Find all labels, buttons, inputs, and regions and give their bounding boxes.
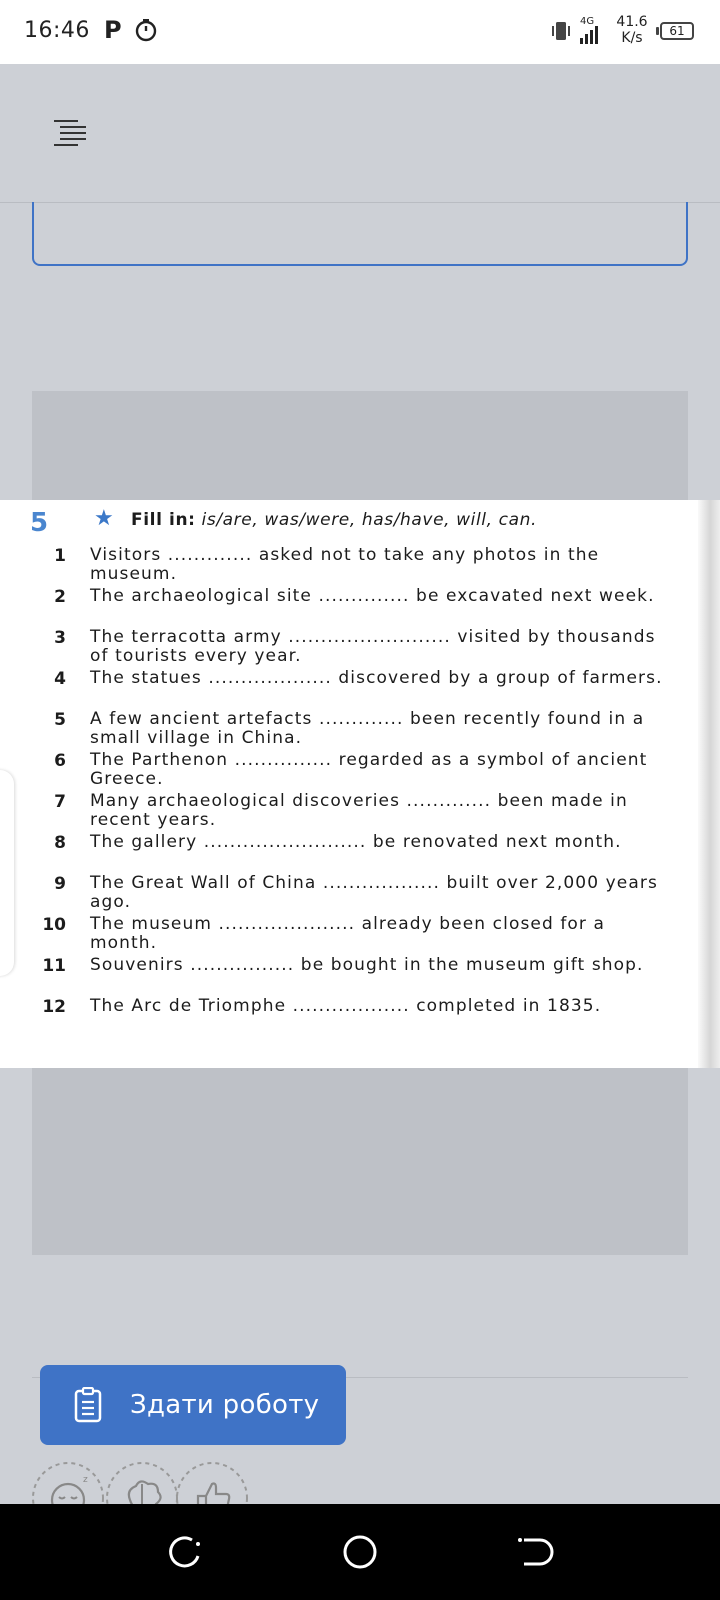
app-header [0, 64, 720, 203]
star-icon: ★ [94, 506, 114, 531]
home-icon[interactable] [340, 1532, 380, 1572]
network-speed [612, 14, 652, 46]
exercise-item-text: Many archaeological discoveries ............. been made in recent years. [90, 791, 628, 830]
submit-work-label: Здати роботу [130, 1390, 320, 1420]
exercise-item-text: The museum ..................... already been closed for a month. [90, 914, 606, 953]
exercise-item [0, 954, 700, 995]
p-notification-icon: P [104, 16, 122, 44]
exercise-item-number: 12 [42, 997, 66, 1017]
exercise-item-number: 8 [54, 833, 66, 853]
instructions-label: Fill in: [131, 510, 196, 530]
exercise-item-number: 1 [54, 546, 66, 566]
exercise-item-text: The Great Wall of China .................. built over 2,000 years ago. [90, 873, 658, 912]
4g-signal-icon [578, 14, 604, 46]
exercise-item [0, 790, 700, 831]
exercise-item-text: The archaeological site .............. be excavated next week. [90, 586, 655, 606]
exercise-item [0, 913, 700, 954]
status-bar [0, 0, 720, 64]
exercise-item-text: Visitors ............. asked not to take any photos in the museum. [90, 545, 600, 584]
svg-text:z: z [83, 1475, 88, 1485]
exercise-item [0, 667, 700, 708]
exercise-image [0, 500, 720, 1068]
exercise-item-text: The terracotta army ......................... visited by thousands of tourists every year. [90, 627, 656, 666]
exercise-item-number: 10 [42, 915, 66, 935]
exercise-item-number: 11 [42, 956, 66, 976]
exercise-item [0, 544, 700, 585]
exercise-item [0, 995, 700, 1036]
previous-card [32, 202, 688, 266]
exercise-item [0, 831, 700, 872]
clock: 16:46 [24, 18, 90, 43]
vibrate-icon [550, 20, 572, 42]
exercise-item-number: 9 [54, 874, 66, 894]
menu-lines-icon[interactable] [52, 118, 88, 150]
exercise-item-text: Souvenirs ................ be bought in the museum gift shop. [90, 955, 644, 975]
clipboard-icon [74, 1387, 102, 1423]
back-icon[interactable] [514, 1532, 554, 1572]
instructions-options: is/are, was/were, has/have, will, can. [195, 510, 537, 530]
brain-icon[interactable] [104, 1460, 180, 1504]
exercise-item [0, 626, 700, 667]
thumbs-up-icon[interactable] [174, 1460, 250, 1504]
exercise-instructions [131, 510, 537, 530]
exercise-item-text: The statues ................... discovered by a group of farmers. [90, 668, 663, 688]
exercise-item-number: 2 [54, 587, 66, 607]
stopwatch-icon [134, 18, 158, 42]
exercise-items [0, 544, 700, 1036]
svg-text:4G: 4G [580, 16, 595, 27]
exercise-item [0, 585, 700, 626]
submit-work-button[interactable] [40, 1365, 346, 1445]
exercise-item [0, 749, 700, 790]
exercise-item-text: A few ancient artefacts ............. been recently found in a small village in China. [90, 709, 645, 748]
exercise-item-number: 6 [54, 751, 66, 771]
exercise-item [0, 872, 700, 913]
exercise-item [0, 708, 700, 749]
exercise-item-text: The Arc de Triomphe .................. completed in 1835. [90, 996, 602, 1016]
recent-apps-icon[interactable] [166, 1532, 206, 1572]
system-nav-bar [0, 1504, 720, 1600]
exercise-item-number: 7 [54, 792, 66, 812]
page-fold-shadow [698, 500, 720, 1068]
reaction-row [30, 1460, 270, 1504]
battery-icon: 61 [660, 22, 694, 40]
exercise-item-text: The gallery ......................... be renovated next month. [90, 832, 622, 852]
network-speed-unit: K/s [621, 30, 643, 46]
exercise-item-text: The Parthenon ............... regarded as a symbol of ancient Greece. [90, 750, 648, 789]
network-speed-value: 41.6 [616, 14, 648, 30]
side-tab[interactable] [0, 770, 14, 976]
exercise-item-number: 5 [54, 710, 66, 730]
exercise-item-number: 4 [54, 669, 66, 689]
exercise-item-number: 3 [54, 628, 66, 648]
exercise-number: 5 [30, 508, 49, 538]
battery-cap [656, 27, 659, 35]
sleepy-face-icon[interactable] [30, 1460, 106, 1504]
